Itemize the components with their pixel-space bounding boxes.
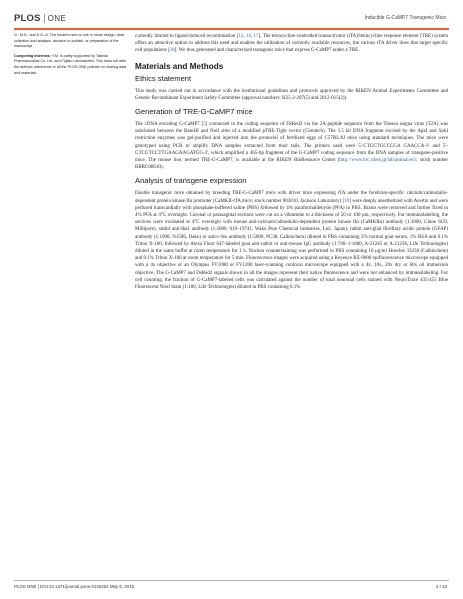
ref-link-12[interactable]: 12 [238, 34, 244, 39]
ref-link-18[interactable]: 18 [169, 48, 175, 54]
intro-comma-2: , [250, 34, 254, 39]
header-accent-rule [14, 28, 449, 30]
competing-interests-note [14, 54, 128, 76]
generation-text-c: ; stock number RBRC08610). [135, 158, 448, 171]
page-footer [14, 580, 449, 592]
footer-rule [14, 580, 449, 581]
plos-one-logo[interactable] [14, 13, 66, 24]
article-body [135, 33, 448, 296]
running-title: Inducible G-CaMP7 Transgenic Mice [364, 15, 446, 21]
ref-link-19[interactable]: 19 [344, 198, 350, 204]
ethics-paragraph: This study was carried out in accordance with the institutional guidelines and protocols approved by the RIKEN Animal Experiments Committee and Genetic Recombinant Experiment Safety Committee (approval numbers: H25-2-207(5) and 2012-015(2)). [135, 88, 448, 101]
ref-link-16[interactable]: 16 [245, 34, 251, 39]
ethics-heading: Ethics statement [135, 73, 192, 83]
sidebar-notes [14, 33, 128, 80]
analysis-text-b: ] were deeply anesthetized with Avertin and were perfused transcardially with phosphate-buffered saline (PBS) followed by 4% paraformaldehyde (PFA) in PBS. Brains were removed and further fixed in 4% PFA at 4°C overnight. Coronal or parasagittal sections were cut on a vibratome to a thickness of 50 or 100 μm, respectively. For immunolabeling, the sections were incubated at 4°C overnight with mouse anti-calcium/calmodulin-dependent protein kinase IIα (CaMKIIα) antibody (1:1000, Clone 6G9, Millipore), rabbit anti-Iba1 antibody (1:2000, 019–19741, Wako Pure Chemical Industries, Ltd., Japan), rabbit anti-glial fibrillary acidic protein (GFAP) antibody (1:1000, N1506, Dako) or anti-c-fos antibody (1:5000, PC38, Calbiochem) diluted in PBS containing 2% normal goat serum, 1% BSA and 0.1% Triton X-100, followed by Alexa Fluor 647-labeled goat anti-rabbit or anti-mouse IgG antibody (1:700–1:1000, A-21245 or A-21236, Life Technologies) diluted in the same buffer at room temperature for 1 h. Nuclear counterstaining was performed in PBS containing 10 μg/ml Hoechst 33258 (Calbiochem) and 0.1% Triton X-100 at room temperature for 5 min. Fluorescence images were acquired using a Keyence BZ-9000 epifluorescence microscope equipped with a 4x objective or an Olympus FV1000 or FV1200 laser-scanning confocal microscope equipped with a 4x, 10x, 20x dry or 60x oil immersion objective. The G-CaMP7 and DsRed2 signals shown in all the images represent their native fluorescence and were not enhanced by immunolabeling. For cell counting, the fraction of G-CaMP7-labeled cells was calculated against the number of total neuronal cells stained with NeuroTrace 435/455 Blue Fluorescent Nissl Stain (1:100, Life Technologies) diluted in PBS containing 0.1% [135, 198, 448, 291]
logo-one-text: ONE [47, 14, 67, 23]
intro-comma-1: , [243, 34, 246, 39]
generation-paragraph [135, 121, 448, 171]
ref-link-5[interactable]: 5 [203, 122, 206, 128]
intro-text-c: ]. We thus generated and characterized transgenic mice that express G-CaMP7 under a TRE. [174, 48, 360, 54]
competing-interests-text: Y.M. is partly supported by Takeda Pharmaceutical Co. Ltd. and Fujitsu Laboratories. This does not alter the authors' adherence to all the PLOS ONE policies on sharing data and materials. [14, 53, 127, 75]
intro-text-b: ]. The tetracycline-controlled transactivator (tTA)/tetracycline response element (TRE) system offers an attractive option to address this need and enables the utilization of currently available resources, the various tTA driver lines that target specific cell populations [ [135, 34, 448, 54]
riken-url-link[interactable]: http://www.brc.riken.jp/lab/animal/en/ [339, 158, 417, 164]
logo-divider [44, 14, 45, 23]
intro-text-a: currently limited to ligand-induced recombination [ [135, 34, 239, 39]
footer-citation: PLOS ONE | DOI:10.1371/journal.pone.0125354 May 6, 2015 [14, 584, 135, 589]
analysis-paragraph [135, 190, 448, 291]
ref-link-17[interactable]: 17 [253, 34, 259, 39]
page-header [0, 0, 463, 34]
funding-note: N., M.D., and K.G.-A. The funders had no role in study design, data collection and analysis, decision to publish, or preparation of the manuscript. [14, 33, 124, 49]
logo-plos-text: PLOS [14, 13, 41, 24]
generation-text-a: The cDNA encoding G-CaMP7 [ [135, 122, 204, 128]
intro-paragraph [135, 33, 448, 55]
page-number: 2 / 13 [436, 584, 447, 589]
generation-text-b: ] connected to the coding sequence of DsRed2 via the 2A peptide sequence from the Thosea asigna virus (T2A) was subcloned between the BamHI and NotI sites of a modified pTRE-Tight vector (Clontech). The 3.5 kb DNA fragment excised by the ApaI and SphI restriction enzymes was gel-purified and injected into the pronuclei of fertilized eggs of C57BL/6J mice using standard techniques. The mice were genotyped using PCR to amplify DNA samples extracted from their tails. The primers used were 5'-CTGCTGCCCGA CAACCA-3' and 5'-GTCGTCCTTGAAGAAGATGG-3', which amplified a 465-bp fragment of the G-CaMP7 coding sequence from the DNA samples of transgene-positive mice. The mouse line, termed TRE-G-CaMP7, is available at the RIKEN BioResource Center ( [135, 122, 448, 164]
competing-interests-label: Competing Interests: [14, 53, 51, 58]
generation-heading: Generation of TRE-G-CaMP7 mice [135, 107, 253, 117]
analysis-text-a: Double transgenic mice obtained by breeding TRE-G-CaMP7 mice with driver mice expressing tTA under the forebrain-specific calcium/calmodulin-dependent protein kinase IIα promoter (CaMKII-tTA mice; stock number 003010, Jackson Laboratory) [ [135, 191, 448, 204]
materials-methods-heading: Materials and Methods [135, 61, 224, 71]
analysis-heading: Analysis of transgene expression [135, 176, 247, 186]
